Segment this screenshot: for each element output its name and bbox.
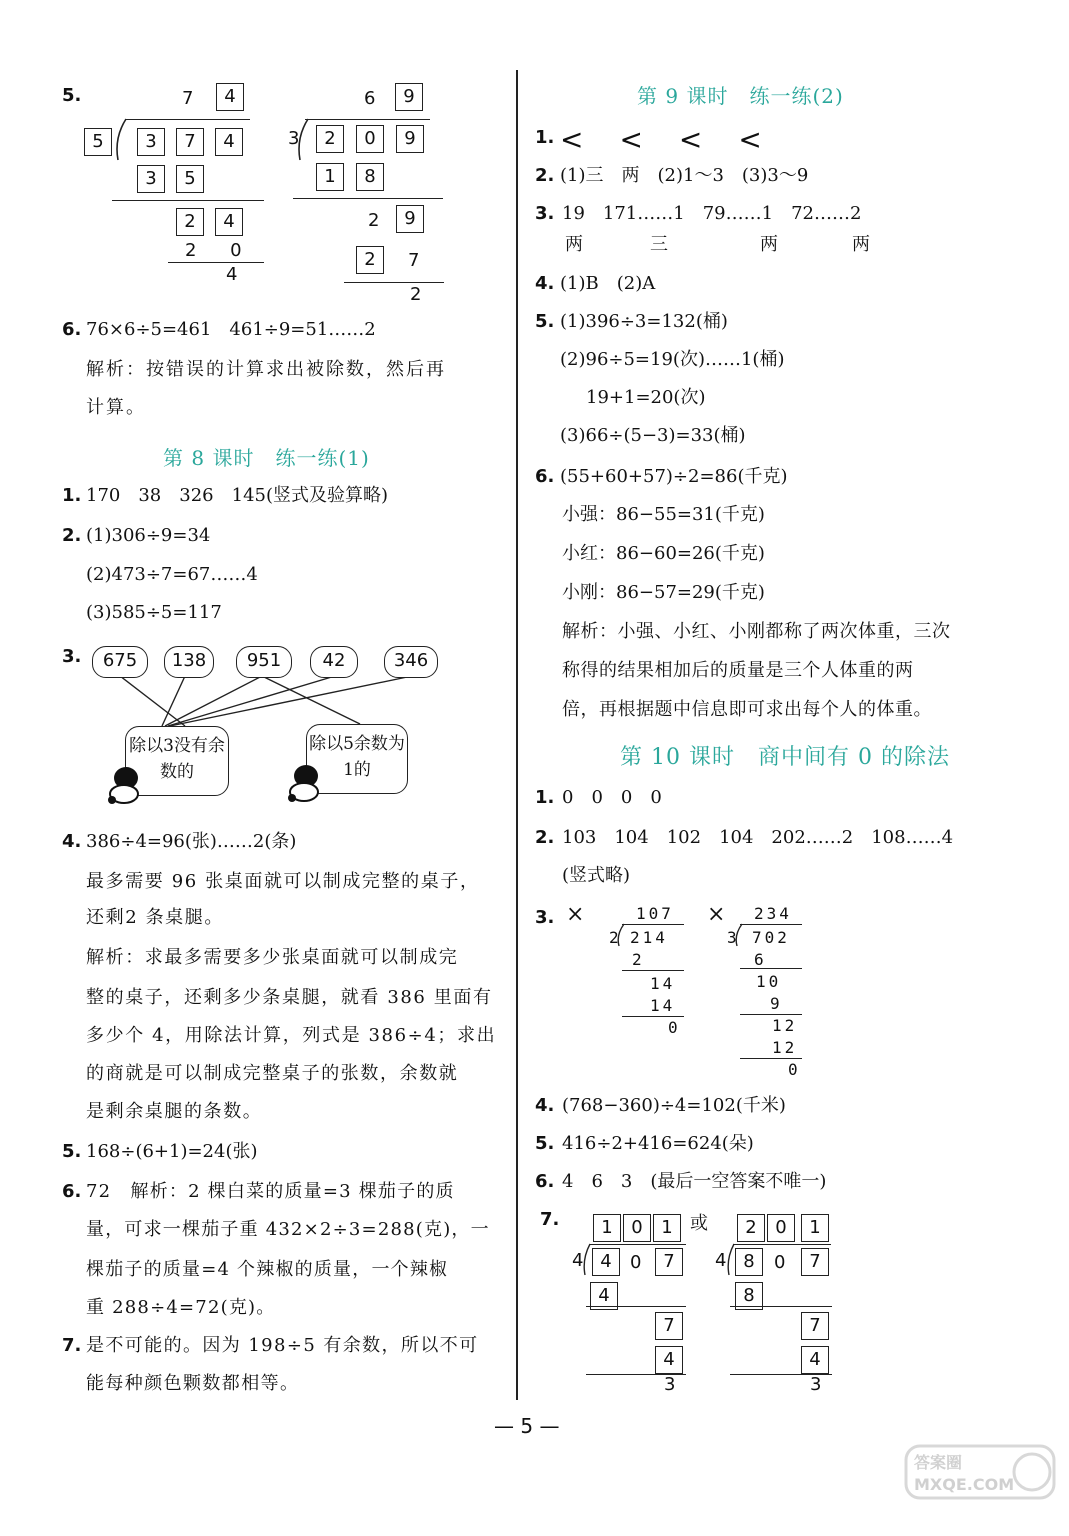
- column-divider: [516, 70, 518, 1400]
- answer-box: 1: [653, 1214, 681, 1242]
- quotient-digit: 6: [364, 88, 376, 109]
- answer-box: 5: [84, 128, 112, 156]
- bone-card: 951: [236, 646, 292, 678]
- answer-box: 4: [215, 128, 243, 156]
- q5b-label: 5.: [62, 1141, 82, 1162]
- r10-q3-label: 3.: [535, 907, 555, 928]
- partial-digit: 7: [408, 250, 420, 271]
- dividend-digit: 0: [774, 1252, 786, 1273]
- criteria-text: 除以3没有余数的: [129, 736, 225, 782]
- remainder: 0: [668, 1018, 678, 1037]
- remainder: 2: [410, 284, 422, 305]
- answer-box: 7: [801, 1312, 829, 1340]
- q1-text: 170 38 326 145(竖式及验算略): [86, 485, 389, 506]
- q4-line: 多少个 4，用除法计算，列式是 386÷4；求出: [86, 1025, 497, 1046]
- answer-box: 8: [735, 1248, 763, 1276]
- divisor: 4: [715, 1250, 727, 1271]
- q7-line: 能每种颜色颗数都相等。: [86, 1373, 300, 1394]
- answer-box: 7: [655, 1312, 683, 1340]
- partial: 2: [632, 950, 642, 969]
- q4-line: 是剩余桌腿的条数。: [86, 1101, 263, 1122]
- remainder: 0: [788, 1060, 798, 1079]
- dividend: 214: [630, 928, 668, 947]
- dog-illustration: [280, 758, 328, 806]
- answer-box: 5: [176, 165, 204, 193]
- r-q3-word: 三: [650, 234, 668, 255]
- q4-line: 386÷4=96(张)……2(条): [86, 831, 297, 852]
- q2-line: (3)585÷5=117: [86, 602, 222, 623]
- dividend: 702: [752, 928, 790, 947]
- q6b-line: 72 解析：2 棵白菜的质量=3 棵茄子的质: [86, 1181, 455, 1202]
- q4-line: 解析：求最多需要多少张桌面就可以制成完: [86, 947, 459, 968]
- q5b-text: 168÷(6+1)=24(张): [86, 1141, 258, 1162]
- bone-card: 138: [164, 646, 214, 678]
- q5-label: 5.: [62, 85, 82, 106]
- answer-box: 2: [316, 125, 344, 153]
- q6b-line: 量，可求一棵茄子重 432×2÷3=288(克)，一: [86, 1219, 490, 1240]
- remainder: 3: [810, 1374, 822, 1395]
- r10-q2-note: (竖式略): [562, 865, 631, 886]
- r10-q4-label: 4.: [535, 1095, 555, 1116]
- answer-box: 2: [356, 246, 384, 274]
- q6-analysis: 计算。: [86, 397, 146, 418]
- q6b-label: 6.: [62, 1181, 82, 1202]
- quotient: 107: [636, 904, 674, 923]
- answer-box: 9: [395, 83, 423, 111]
- bone-card: 42: [310, 646, 358, 678]
- r-q6-line: 倍，再根据题中信息即可求出每个人的体重。: [562, 699, 932, 720]
- partial: 6: [754, 950, 764, 969]
- r-q6-line: 称得的结果相加后的质量是三个人体重的两: [562, 660, 914, 681]
- answer-box: 4: [216, 83, 244, 111]
- r-q5-label: 5.: [535, 311, 555, 332]
- r10-q4-text: (768−360)÷4=102(千米): [562, 1095, 786, 1116]
- r-q2-label: 2.: [535, 165, 555, 186]
- q6-text: 76×6÷5=461 461÷9=51……2: [86, 319, 376, 340]
- partial: 14: [650, 974, 676, 993]
- r-q4-label: 4.: [535, 273, 555, 294]
- r10-q5-text: 416÷2+416=624(朵): [562, 1133, 754, 1154]
- partial: 9: [770, 994, 780, 1013]
- q6-label: 6.: [62, 319, 82, 340]
- partial: 12: [772, 1038, 798, 1057]
- partial-product: 2 0: [185, 240, 256, 261]
- answer-box: 2: [737, 1214, 765, 1242]
- answer-box: 4: [590, 1282, 618, 1310]
- q2-label: 2.: [62, 525, 82, 546]
- q4-line: 最多需要 96 张桌面就可以制成完整的桌子，: [86, 871, 480, 892]
- page-number: — 5 —: [494, 1414, 560, 1438]
- lesson-10-title: 第 10 课时 商中间有 0 的除法: [620, 745, 950, 770]
- criteria-text: 除以5余数为1的: [309, 734, 405, 780]
- answer-box: 0: [623, 1214, 651, 1242]
- wrong-mark: ×: [707, 902, 726, 927]
- r10-q6-label: 6.: [535, 1171, 555, 1192]
- answer-box: 4: [215, 208, 243, 236]
- r10-q1-label: 1.: [535, 787, 555, 808]
- remainder: 4: [226, 264, 238, 285]
- quotient-digit: 7: [182, 88, 194, 109]
- answer-box: 2: [176, 208, 204, 236]
- answer-box: 4: [655, 1346, 683, 1374]
- r-q3-line1: 19 171……1 79……1 72……2: [562, 203, 862, 224]
- answer-box: 0: [767, 1214, 795, 1242]
- answer-box: 9: [396, 205, 424, 233]
- answer-box: 4: [592, 1248, 620, 1276]
- q7-label: 7.: [62, 1335, 82, 1356]
- lesson-8-title: 第 8 课时 练一练(1): [163, 446, 370, 470]
- r-q5-line: (1)396÷3=132(桶): [560, 311, 728, 332]
- answer-box: 1: [801, 1214, 829, 1242]
- answer-box: 3: [137, 165, 165, 193]
- r10-q2-label: 2.: [535, 827, 555, 848]
- q6b-line: 棵茄子的质量=4 个辣椒的质量，一个辣椒: [86, 1259, 449, 1280]
- q6b-line: 重 288÷4=72(克)。: [86, 1297, 276, 1318]
- r10-q7-label: 7.: [540, 1209, 560, 1230]
- partial-digit: 2: [368, 210, 380, 231]
- q2-line: (1)306÷9=34: [86, 525, 211, 546]
- compare-signs: < < < <: [560, 123, 766, 156]
- r-q2-text: (1)三 两 (2)1～3 (3)3～9: [560, 165, 809, 186]
- q3-label: 3.: [62, 646, 82, 667]
- r-q3-word: 两: [565, 234, 583, 255]
- q4-line: 还剩2 条桌腿。: [86, 907, 224, 928]
- divisor: 2: [609, 928, 619, 947]
- r-q3-word: 两: [852, 234, 870, 255]
- r-q5-line: 19+1=20(次): [586, 387, 706, 408]
- watermark-text: 答案圈 MXQE.COM: [914, 1453, 1015, 1494]
- answer-box: 0: [356, 125, 384, 153]
- q1-label: 1.: [62, 485, 82, 506]
- r-q5-line: (2)96÷5=19(次)……1(桶): [560, 349, 785, 370]
- q4-line: 的商就是可以制成完整桌子的张数，余数就: [86, 1063, 459, 1084]
- q7-line: 是不可能的。因为 198÷5 有余数，所以不可: [86, 1335, 479, 1356]
- page-number-value: 5: [520, 1414, 534, 1438]
- r-q6-line: 小红：86−60=26(千克): [562, 543, 765, 564]
- r-q6-line: (55+60+57)÷2=86(千克): [560, 466, 788, 487]
- r-q4-text: (1)B (2)A: [560, 273, 656, 294]
- answer-box: 8: [356, 163, 384, 191]
- partial: 14: [650, 996, 676, 1015]
- answer-box: 7: [655, 1248, 683, 1276]
- partial: 10: [756, 972, 782, 991]
- answer-box: 7: [801, 1248, 829, 1276]
- wrong-mark: ×: [566, 902, 585, 927]
- q6-analysis: 解析：按错误的计算求出被除数，然后再: [86, 359, 446, 380]
- quotient: 234: [754, 904, 792, 923]
- lesson-9-title: 第 9 课时 练一练(2): [637, 84, 844, 108]
- watermark-logo: [900, 1440, 1060, 1530]
- r-q6-label: 6.: [535, 466, 555, 487]
- partial: 12: [772, 1016, 798, 1035]
- answer-box: 7: [176, 128, 204, 156]
- remainder: 3: [664, 1374, 676, 1395]
- divisor: 3: [727, 928, 737, 947]
- q2-line: (2)473÷7=67……4: [86, 564, 258, 585]
- r-q6-line: 解析：小强、小红、小刚都称了两次体重，三次: [562, 621, 951, 642]
- or-text: 或: [690, 1213, 708, 1234]
- answer-box: 8: [735, 1282, 763, 1310]
- q4-line: 整的桌子，还剩多少条桌腿，就看 386 里面有: [86, 987, 493, 1008]
- q4-label: 4.: [62, 831, 82, 852]
- divisor: 3: [288, 128, 300, 149]
- r-q3-word: 两: [760, 234, 778, 255]
- divisor: 4: [572, 1250, 584, 1271]
- dividend-digit: 0: [630, 1252, 642, 1273]
- answer-box: 4: [801, 1346, 829, 1374]
- answer-box: 1: [593, 1214, 621, 1242]
- r10-q2-text: 103 104 102 104 202……2 108……4: [562, 827, 954, 848]
- answer-box: 3: [137, 128, 165, 156]
- dog-illustration: [100, 760, 148, 808]
- bone-card: 675: [92, 646, 148, 678]
- r10-q1-text: 0 0 0 0: [562, 787, 662, 808]
- r10-q6-text: 4 6 3 (最后一空答案不唯一): [562, 1171, 827, 1192]
- answer-box: 1: [316, 163, 344, 191]
- r-q1-label: 1.: [535, 127, 555, 148]
- answer-box: 9: [396, 125, 424, 153]
- r-q3-label: 3.: [535, 203, 555, 224]
- r-q6-line: 小强：86−55=31(千克): [562, 504, 765, 525]
- r-q6-line: 小刚：86−57=29(千克): [562, 582, 765, 603]
- bone-card: 346: [384, 646, 438, 678]
- r10-q5-label: 5.: [535, 1133, 555, 1154]
- r-q5-line: (3)66÷(5−3)=33(桶): [560, 425, 746, 446]
